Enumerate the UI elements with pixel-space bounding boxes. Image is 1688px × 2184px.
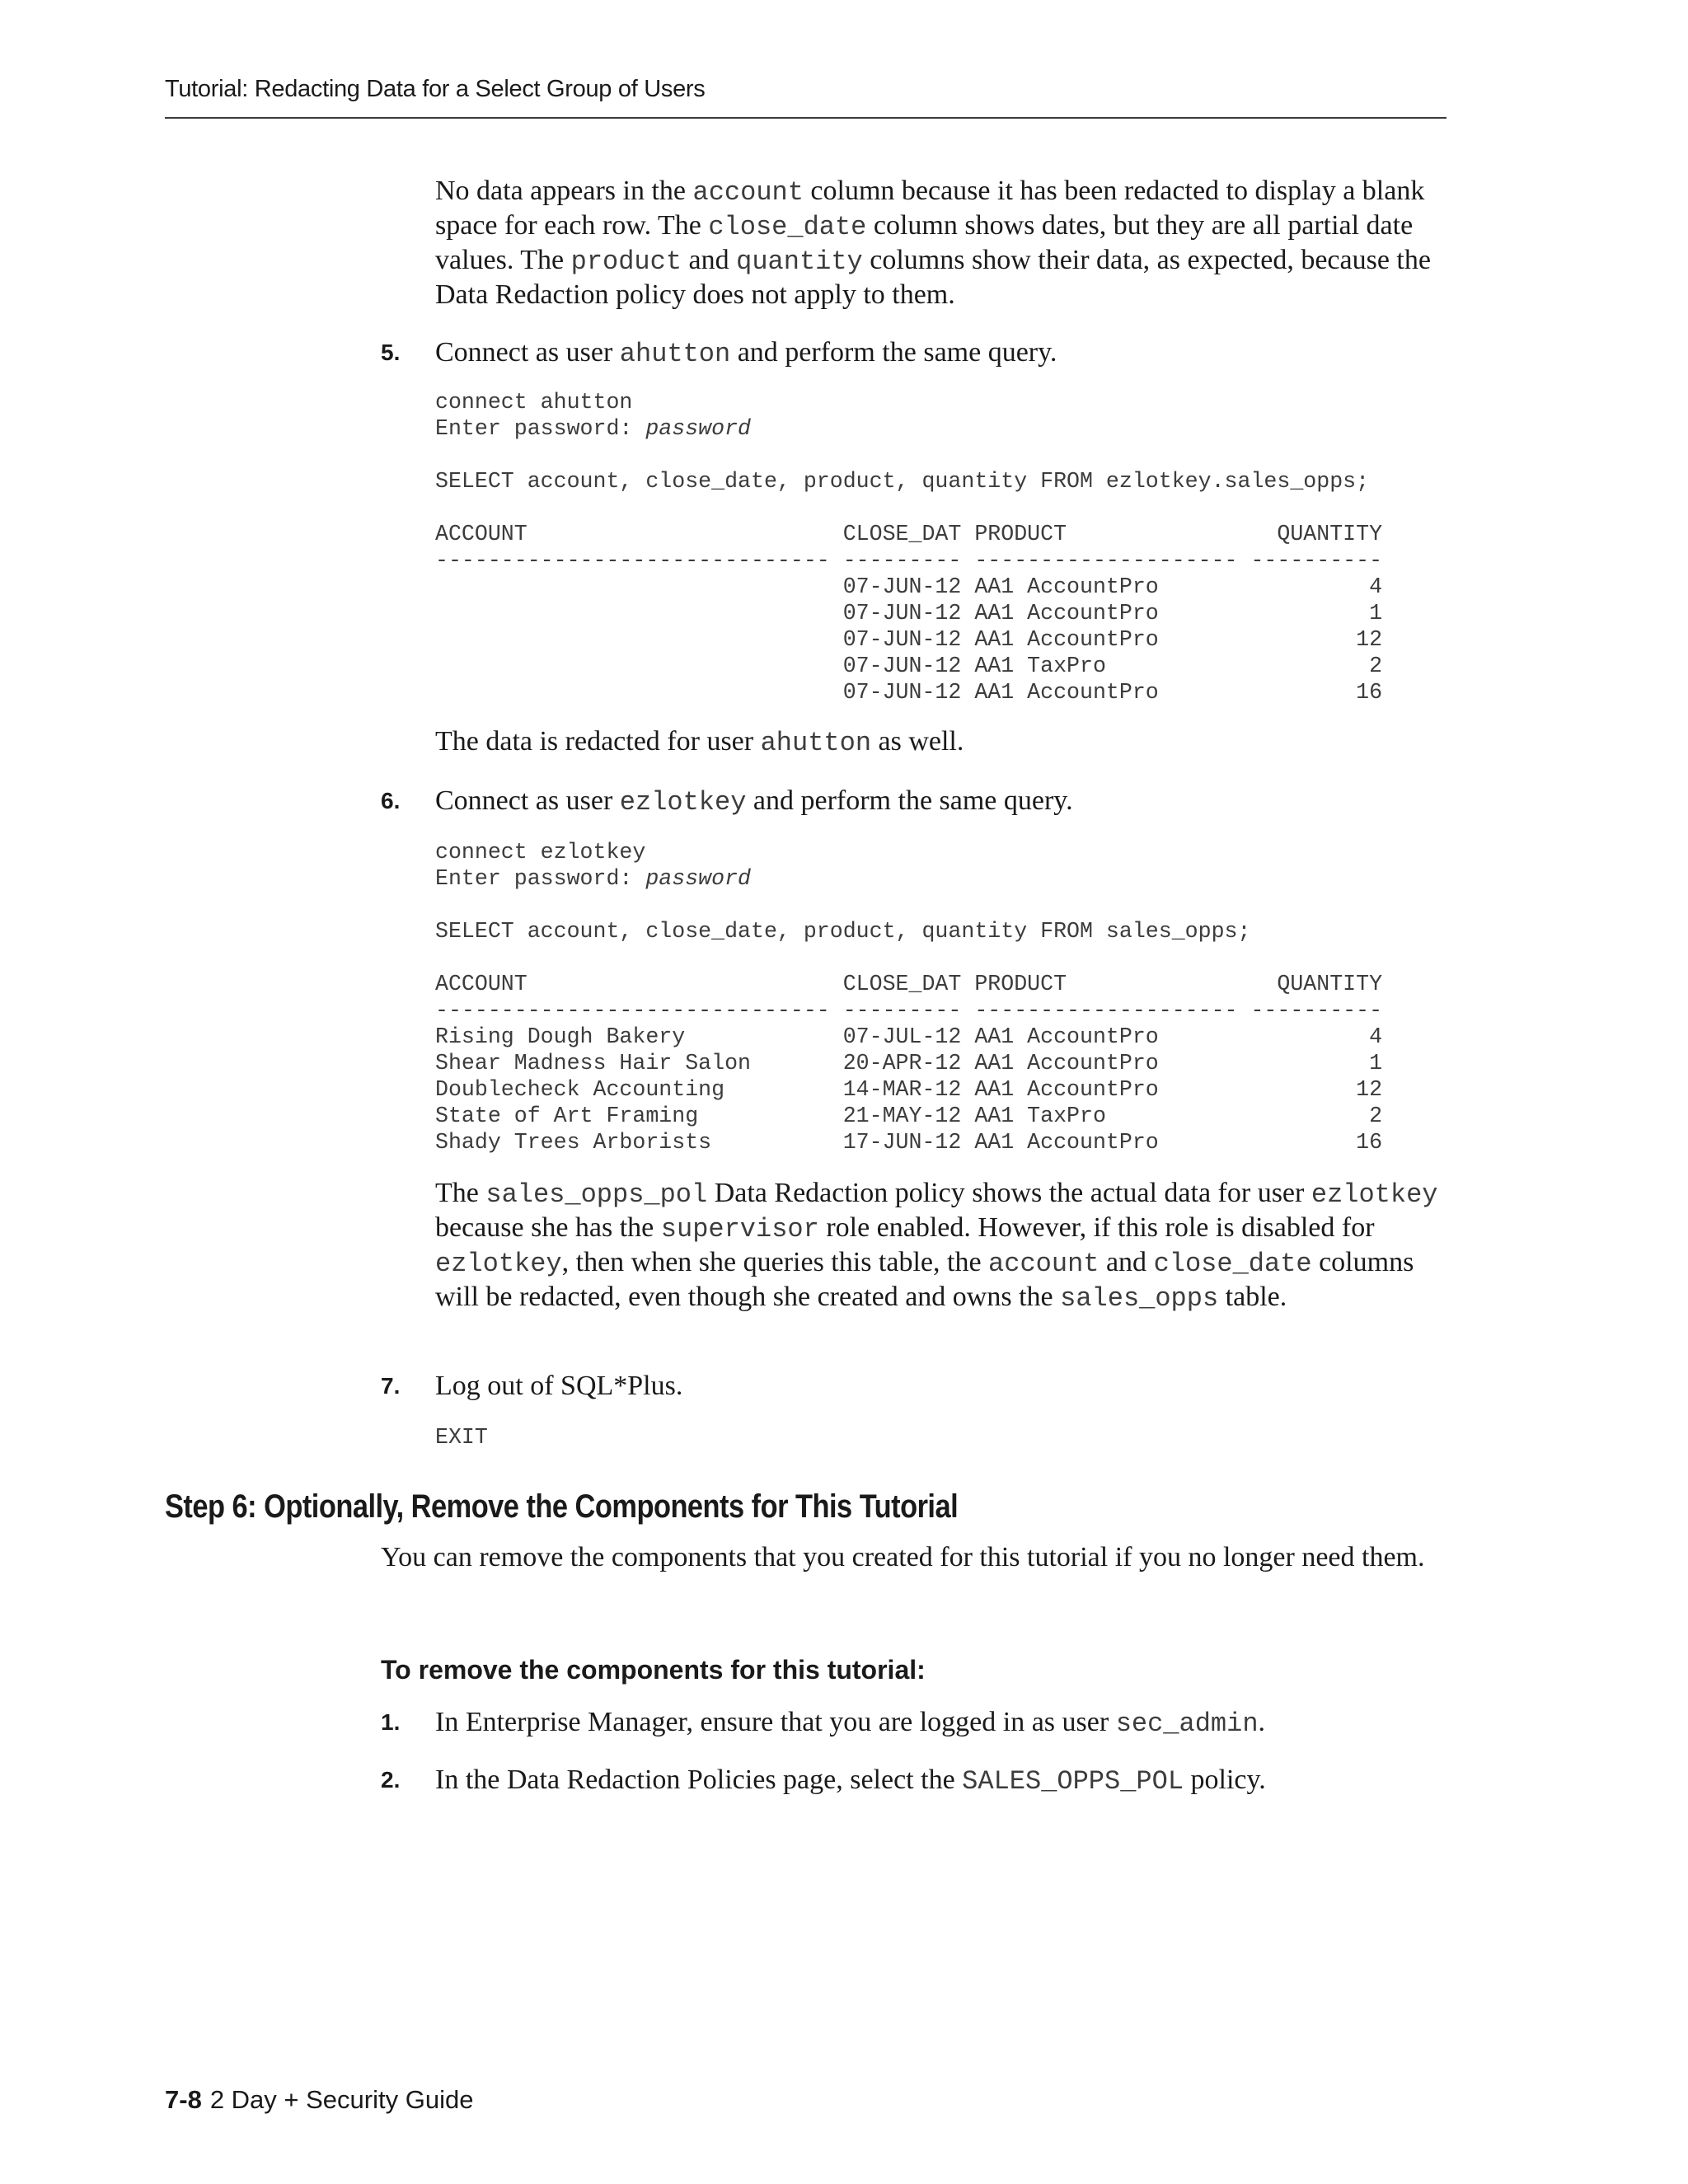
inline-code: ezlotkey bbox=[1311, 1179, 1438, 1210]
intro-paragraph bbox=[435, 175, 1457, 312]
code-line: Enter password: bbox=[435, 866, 646, 891]
text-run: and bbox=[682, 245, 737, 275]
text-run: No data appears in the bbox=[435, 176, 693, 206]
text-run: The data is redacted for user bbox=[435, 726, 761, 757]
inline-code: quantity bbox=[736, 246, 863, 277]
book-title: 2 Day + Security Guide bbox=[209, 2085, 474, 2114]
page-footer bbox=[165, 2085, 473, 2115]
procedure-item-1 bbox=[435, 1706, 1457, 1741]
text-run: columns will be redacted, even though she created and owns the bbox=[435, 1247, 1414, 1312]
inline-code: close_date bbox=[1153, 1249, 1312, 1279]
step-6-code-block bbox=[435, 839, 1382, 1155]
inline-code: product bbox=[570, 246, 682, 277]
step-5-number: 5. bbox=[381, 340, 401, 365]
inline-code: sales_opps_pol bbox=[485, 1179, 708, 1210]
result-row: 07-JUN-12 AA1 AccountPro 16 bbox=[435, 680, 1383, 705]
result-header: ACCOUNT CLOSE_DAT PRODUCT QUANTITY bbox=[435, 522, 1383, 546]
procedure-item-2-number: 2. bbox=[381, 1767, 401, 1793]
text-run: In Enterprise Manager, ensure that you are logged in as user bbox=[435, 1707, 1116, 1737]
section-heading: Step 6: Optionally, Remove the Components for This Tutorial bbox=[165, 1488, 959, 1525]
text-run: Connect as user bbox=[435, 785, 620, 816]
text-run: Data Redaction policy shows the actual data for user bbox=[707, 1178, 1311, 1208]
procedure-item-2 bbox=[435, 1764, 1457, 1798]
text-run: columns show their data, as expected, because the Data Redaction policy does not apply to them. bbox=[435, 245, 1431, 310]
code-line: Enter password: bbox=[435, 416, 646, 441]
step-7-number: 7. bbox=[381, 1373, 401, 1399]
result-row: 07-JUN-12 AA1 AccountPro 12 bbox=[435, 627, 1383, 652]
code-line: connect ezlotkey bbox=[435, 840, 646, 865]
inline-code: sales_opps bbox=[1060, 1283, 1219, 1314]
result-header: ACCOUNT CLOSE_DAT PRODUCT QUANTITY bbox=[435, 972, 1383, 996]
result-rule: ------------------------------ --------- -------------------- ---------- bbox=[435, 998, 1383, 1023]
text-run: role enabled. However, if this role is disabled for bbox=[818, 1212, 1375, 1243]
step-5-code-block bbox=[435, 389, 1382, 705]
step-7-code-block bbox=[435, 1424, 488, 1451]
inline-code: ahutton bbox=[619, 339, 731, 369]
inline-code: SALES_OPPS_POL bbox=[962, 1766, 1184, 1797]
code-line: SELECT account, close_date, product, quantity FROM sales_opps; bbox=[435, 919, 1251, 944]
code-line: password bbox=[645, 416, 752, 441]
inline-code: ezlotkey bbox=[435, 1249, 562, 1279]
step-6-note bbox=[435, 1177, 1457, 1315]
step-5-note bbox=[435, 725, 1457, 760]
result-row: State of Art Framing 21-MAY-12 AA1 TaxPro 2 bbox=[435, 1104, 1383, 1128]
step-6-text bbox=[435, 785, 1457, 819]
text-run: and perform the same query. bbox=[730, 337, 1057, 368]
result-row: 07-JUN-12 AA1 TaxPro 2 bbox=[435, 654, 1383, 678]
text-run: Connect as user bbox=[435, 337, 620, 368]
text-run: policy. bbox=[1184, 1765, 1266, 1795]
section-intro: You can remove the components that you created for this tutorial if you no longer need them. bbox=[381, 1542, 1425, 1572]
text-run: The bbox=[435, 1178, 486, 1208]
code-line: SELECT account, close_date, product, quantity FROM ezlotkey.sales_opps; bbox=[435, 469, 1370, 494]
inline-code: account bbox=[692, 177, 804, 208]
text-run: as well. bbox=[871, 726, 964, 757]
code-line: password bbox=[645, 866, 752, 891]
text-run: . bbox=[1258, 1707, 1266, 1737]
page-number: 7-8 bbox=[165, 2085, 202, 2114]
inline-code: close_date bbox=[708, 212, 867, 242]
text-run: because she has the bbox=[435, 1212, 661, 1243]
text-run: column because it has been redacted to display a blank space for each row. The bbox=[435, 176, 1425, 241]
inline-code: ezlotkey bbox=[619, 787, 747, 818]
code-line: connect ahutton bbox=[435, 390, 633, 415]
result-row: 07-JUN-12 AA1 AccountPro 4 bbox=[435, 574, 1383, 599]
text-run: and perform the same query. bbox=[746, 785, 1073, 816]
header-divider bbox=[165, 117, 1447, 119]
inline-code: ahutton bbox=[760, 728, 872, 758]
inline-code: sec_admin bbox=[1115, 1708, 1259, 1739]
result-row: Shady Trees Arborists 17-JUN-12 AA1 AccountPro 16 bbox=[435, 1130, 1383, 1155]
running-head-title: Tutorial: Redacting Data for a Select Group of Users bbox=[165, 76, 706, 102]
text-run: , then when she queries this table, the bbox=[561, 1247, 989, 1277]
step-6-number: 6. bbox=[381, 788, 401, 813]
code-line: EXIT bbox=[435, 1425, 488, 1450]
result-row: 07-JUN-12 AA1 AccountPro 1 bbox=[435, 601, 1383, 626]
result-row: Rising Dough Bakery 07-JUL-12 AA1 AccountPro 4 bbox=[435, 1024, 1383, 1049]
procedure-heading: To remove the components for this tutorial: bbox=[381, 1655, 926, 1685]
step-5-text bbox=[435, 336, 1457, 371]
text-run: column shows dates, but they are all partial date values. The bbox=[435, 210, 1414, 275]
result-rule: ------------------------------ --------- -------------------- ---------- bbox=[435, 548, 1383, 573]
procedure-item-1-number: 1. bbox=[381, 1709, 401, 1735]
result-row: Doublecheck Accounting 14-MAR-12 AA1 AccountPro 12 bbox=[435, 1077, 1383, 1102]
result-row: Shear Madness Hair Salon 20-APR-12 AA1 AccountPro 1 bbox=[435, 1051, 1383, 1076]
text-run: table. bbox=[1218, 1282, 1287, 1312]
text-run: and bbox=[1099, 1247, 1154, 1277]
text-run: In the Data Redaction Policies page, select the bbox=[435, 1765, 963, 1795]
step-7-text: Log out of SQL*Plus. bbox=[435, 1371, 683, 1401]
inline-code: account bbox=[988, 1249, 1100, 1279]
inline-code: supervisor bbox=[660, 1214, 819, 1244]
